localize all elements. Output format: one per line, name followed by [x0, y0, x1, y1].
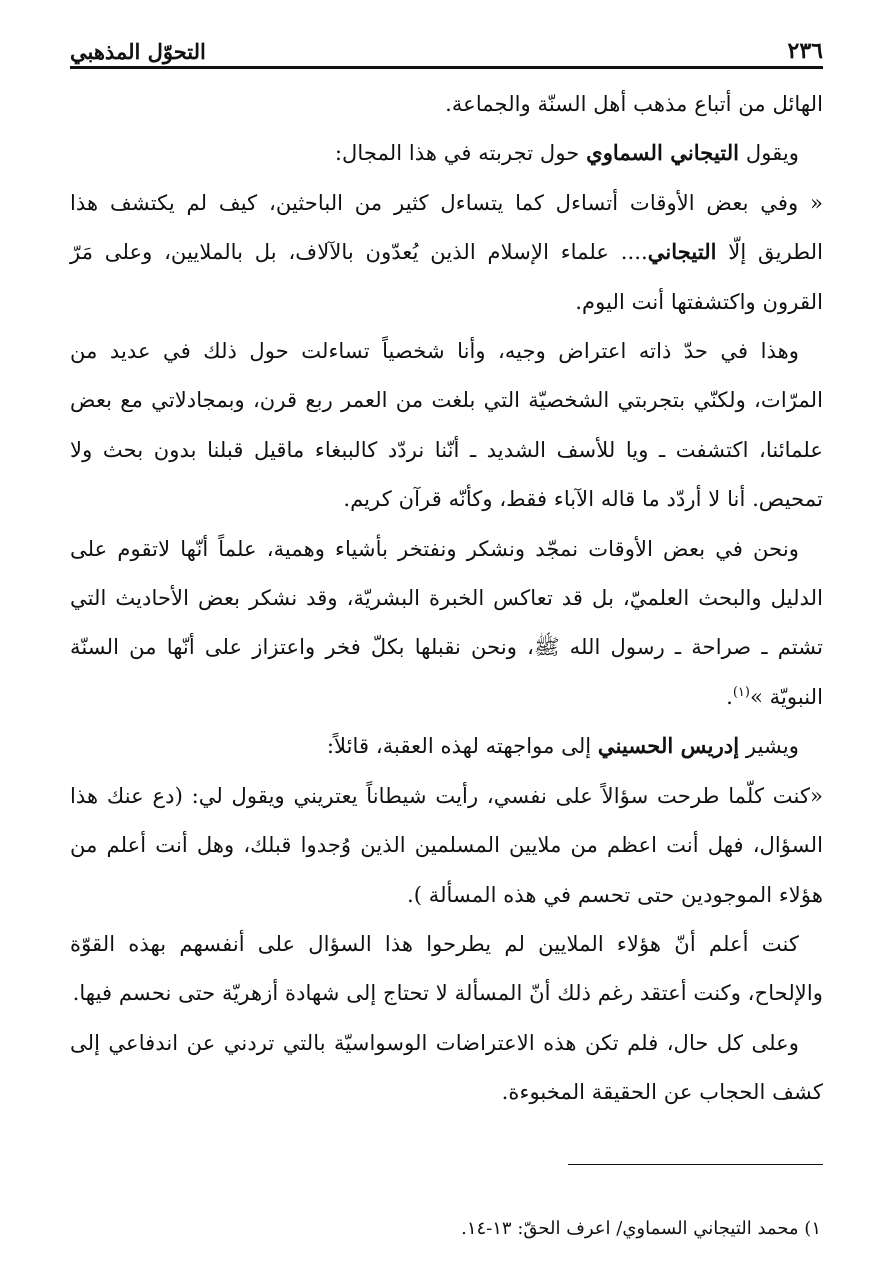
author-name-idris-husseini: إدريس الحسيني — [597, 733, 740, 759]
paragraph-6-pre: ويشير — [739, 733, 799, 759]
paragraph-2-post: حول تجربته في هذا المجال: — [334, 140, 587, 166]
page-header — [70, 24, 823, 69]
author-name-tijani-samawi: التيجاني السماوي — [586, 140, 740, 166]
book-page — [70, 24, 823, 1237]
paragraph-5: ونحن في بعض الأوقات نمجّد ونشكر ونفتخر بأشياء وهمية، علماً أنّها لاتقوم على الدليل والبحث العلميّ، بل قد تعاكس الخبرة البشريّة، وقد نشكر بعض الأحاديث التي تشتم ـ صراحة ـ رسول الله ﷺ، ونحن نقبلها بكلّ فخر واعتزاز على أنّها من السنّة النبويّة »$^{(١)}$. — [70, 535, 823, 709]
paragraph-7-quote: «كنت كلّما طرحت سؤالاً على نفسي، رأيت شيطاناً يعتريني ويقول لي: (دع عنك هذا السؤال، فهل أنت اعظم من ملايين المسلمين الذين وُجدوا قبلك، وهل أنت أعلم من هؤلاء الموجودين حتى تحسم في هذه المسألة ). — [70, 782, 823, 907]
page-number: ٢٣٦ — [787, 38, 823, 64]
paragraph-6-post: إلى مواجهته لهذه العقبة، قائلاً: — [326, 733, 598, 759]
paragraph-4: وهذا في حدّ ذاته اعتراض وجيه، وأنا شخصياً تساءلت حول ذلك في عديد من المرّات، ولكنّي بتجربتي الشخصيّة التي بلغت من العمر ربع قرن، وبمجادلاتي مع بعض علمائنا، اكتشفت ـ ويا للأسف الشديد ـ أنّنا نردّد كالببغاء ماقيل قبلنا بدون بحث ولا تمحيص. أنا لا أردّد ما قاله الآباء فقط، وكأنّه قرآن كريم. — [70, 338, 823, 512]
paragraph-6 — [70, 721, 823, 770]
footnote-separator — [568, 1164, 823, 1165]
paragraph-2-pre: ويقول — [739, 140, 799, 166]
paragraph-3-pre: « وفي بعض الأوقات أتساءل كما يتساءل كثير من الباحثين، كيف لم يكتشف هذا الطريق إلّا — [70, 189, 823, 265]
paragraph-3-post: .... علماء الإسلام الذين يُعدّون بالآلاف، بل بالملايين، وعلى مَرّ القرون واكتشفتها أنت اليوم. — [70, 239, 823, 314]
author-name-tijani: التيجاني — [647, 239, 717, 265]
body-text — [70, 79, 823, 1117]
running-title: التحوّل المذهبي — [70, 39, 206, 64]
footnote: ١) محمد التيجاني السماوي/ اعرف الحقّ: ١٣-١٤. — [461, 1218, 821, 1239]
paragraph-9: وعلى كل حال، فلم تكن هذه الاعتراضات الوسواسيّة بالتي تردني عن اندفاعي إلى كشف الحجاب عن الحقيقة المخبوءة. — [70, 1029, 823, 1105]
paragraph-1: الهائل من أتباع مذهب أهل السنّة والجماعة. — [445, 91, 823, 116]
paragraph-5-text: ونحن في بعض الأوقات نمجّد ونشكر ونفتخر بأشياء وهمية، علماً أنّها لاتقوم على الدليل والبحث العلميّ، بل قد تعاكس الخبرة البشريّة، وقد نشكر بعض الأحاديث التي تشتم ـ صراحة ـ رسول الله ﷺ، ونحن نقبلها بكلّ فخر واعتزاز على أنّها من السنّة النبويّة » — [70, 535, 823, 709]
paragraph-2 — [70, 128, 823, 177]
footnote-reference: (١) — [732, 684, 750, 700]
paragraph-8: كنت أعلم أنّ هؤلاء الملايين لم يطرحوا هذا السؤال على أنفسهم بهذه القوّة والإلحاح، وكنت أعتقد رغم ذلك أنّ المسألة لا تحتاج إلى شهادة أزهريّة حتى نحسم فيها. — [70, 930, 823, 1006]
paragraph-3-quote — [70, 178, 823, 326]
